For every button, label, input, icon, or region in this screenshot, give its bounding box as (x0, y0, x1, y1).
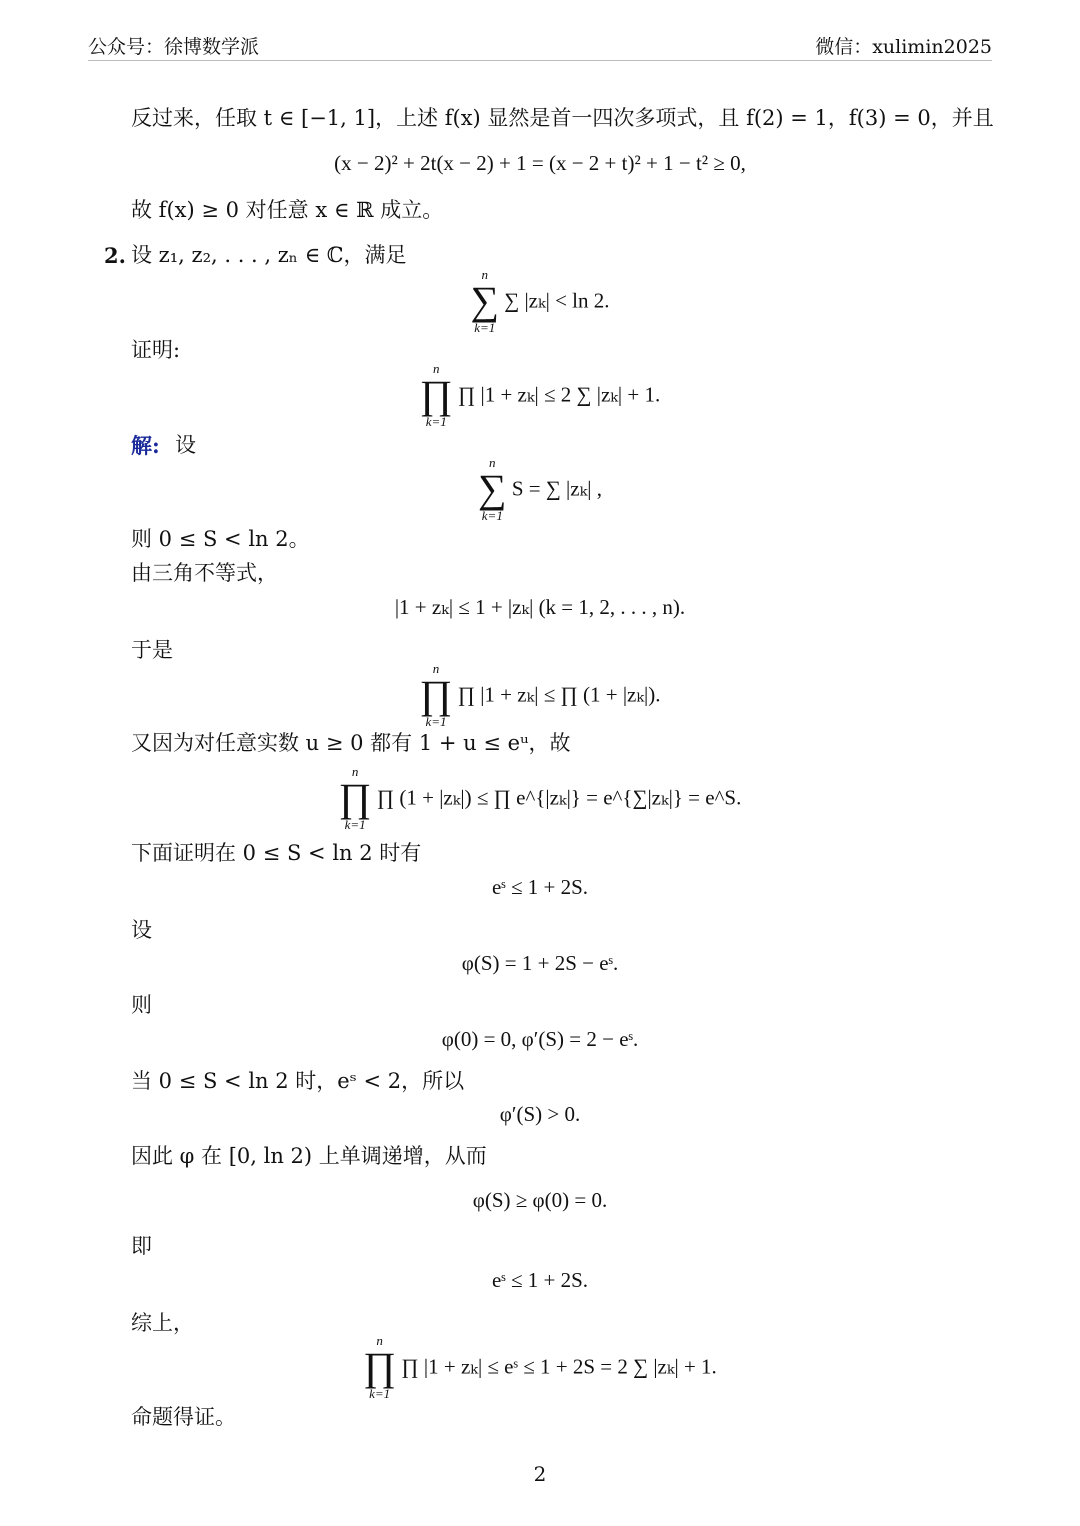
text-line-9: 设 (131, 918, 152, 942)
text-line-3: 证明: (131, 338, 181, 362)
equation-1: (x − 2)² + 2t(x − 2) + 1 = (x − 2 + t)² + 1 − t² ≥ 0, (334, 151, 746, 175)
equation-8: eˢ ≤ 1 + 2S. (491, 875, 589, 899)
text-line-15: 命题得证。 (131, 1405, 236, 1429)
text-line-11: 当 0 ≤ S < ln 2 时，eˢ < 2，所以 (131, 1069, 465, 1093)
equation-3 (0, 362, 1080, 428)
equation-7 (0, 765, 1080, 831)
text-line-7: 又因为对任意实数 u ≥ 0 都有 1 + u ≤ eᵘ，故 (131, 731, 571, 755)
equation-6-text: ∏ |1 + zₖ| ≤ ∏ (1 + |zₖ|). (457, 682, 661, 707)
equation-6 (0, 662, 1080, 728)
prod-operator: n ∏ k=1 (338, 764, 372, 832)
solution-text: 设 (175, 433, 196, 457)
sum-operator: n ∑ k=1 (478, 455, 507, 523)
prod-operator: n ∏ k=1 (363, 1333, 397, 1401)
equation-4 (0, 456, 1080, 522)
solution-label: 解: (131, 433, 160, 458)
equation-2-text: ∑ |zₖ| < ln 2. (504, 288, 610, 313)
equation-14 (0, 1334, 1080, 1400)
page-header (88, 30, 992, 61)
text-line-14: 综上， (131, 1311, 194, 1335)
text-line-12: 因此 φ 在 [0, ln 2) 上单调递增，从而 (131, 1144, 487, 1168)
equation-3-text: ∏ |1 + zₖ| ≤ 2 ∑ |zₖ| + 1. (457, 382, 661, 407)
text-line-5: 由三角不等式， (131, 561, 278, 585)
equation-10: φ(0) = 0, φ′(S) = 2 − eˢ. (441, 1027, 639, 1051)
sum-operator: n ∑ k=1 (470, 267, 499, 335)
equation-4-text: S = ∑ |zₖ| , (511, 476, 602, 501)
header-left: 公众号：徐博数学派 (88, 36, 260, 58)
text-line-8: 下面证明在 0 ≤ S < ln 2 时有 (131, 841, 422, 865)
equation-7-text: ∏ (1 + |zₖ|) ≤ ∏ e^{|zₖ|} = e^{∑|zₖ|} = e^S. (376, 785, 742, 810)
text-line-2: 故 f(x) ≥ 0 对任意 x ∈ ℝ 成立。 (131, 198, 444, 222)
equation-2 (0, 268, 1080, 334)
problem-number: 2. (104, 243, 126, 268)
equation-14-text: ∏ |1 + zₖ| ≤ eˢ ≤ 1 + 2S = 2 ∑ |zₖ| + 1. (401, 1354, 717, 1379)
equation-12: φ(S) ≥ φ(0) = 0. (472, 1188, 608, 1212)
equation-9: φ(S) = 1 + 2S − eˢ. (461, 951, 619, 975)
text-line-6: 于是 (131, 638, 173, 662)
equation-11: φ′(S) > 0. (499, 1102, 581, 1126)
text-line-4: 则 0 ≤ S < ln 2。 (131, 527, 310, 551)
page-number: 2 (533, 1462, 547, 1486)
equation-5: |1 + zₖ| ≤ 1 + |zₖ| (k = 1, 2, . . . , n). (394, 595, 686, 619)
problem-statement: 设 z₁, z₂, . . . , zₙ ∈ ℂ，满足 (131, 243, 407, 267)
text-line-13: 即 (131, 1234, 152, 1258)
text-line-10: 则 (131, 993, 152, 1017)
header-right: 微信：xulimin2025 (815, 36, 992, 58)
text-line-1: 反过来，任取 t ∈ [−1, 1]，上述 f(x) 显然是首一四次多项式，且 f(2) = 1，f(3) = 0，并且 (131, 106, 994, 130)
prod-operator: n ∏ k=1 (419, 661, 453, 729)
prod-operator: n ∏ k=1 (419, 361, 453, 429)
equation-13: eˢ ≤ 1 + 2S. (491, 1268, 589, 1292)
